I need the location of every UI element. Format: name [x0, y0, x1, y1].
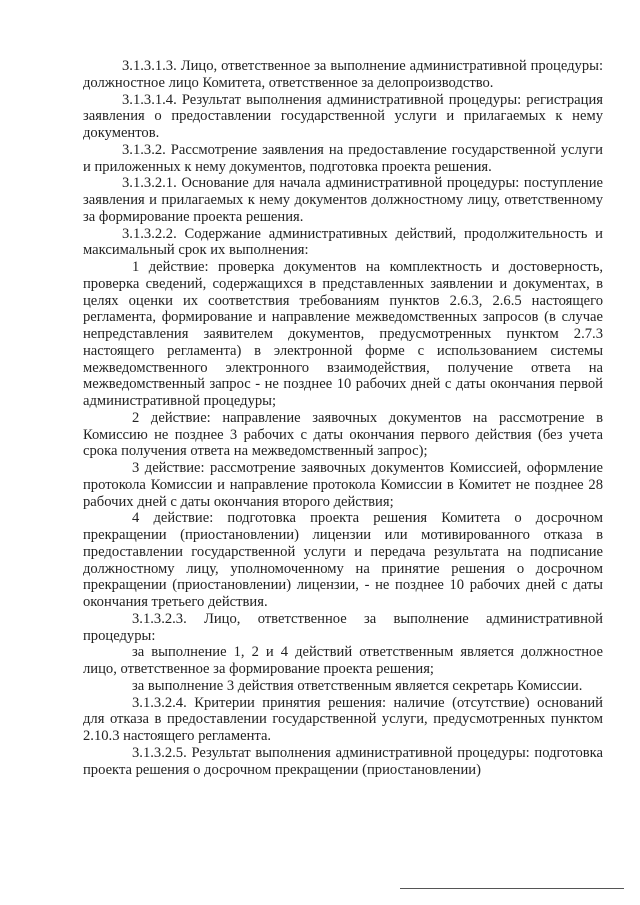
paragraph-3-1-3-1-3: 3.1.3.1.3. Лицо, ответственное за выполнение административной процедуры: должностное лицо Комитета, ответственное за делопроизводство. [83, 58, 603, 91]
paragraph-3-1-3-2-1: 3.1.3.2.1. Основание для начала административной процедуры: поступление заявления и прилагаемых к нему документов должностному лицу, ответственному за формирование проекта решения. [83, 175, 603, 225]
paragraph-3-1-3-2: 3.1.3.2. Рассмотрение заявления на предоставление государственной услуги и приложенных к нему документов, подготовка проекта решения. [83, 141, 603, 175]
document-body [83, 58, 603, 778]
paragraph-action-4: 4 действие: подготовка проекта решения Комитета о досрочном прекращении (приостановлении) лицензии или мотивированного отказа в предоставлении государственной услуги и передача результата на подписание должностному лицу, уполномоченному на принятие решения о досрочном прекращении (приостановлении) лицензии, - не позднее 10 рабочих дней с даты окончания третьего действия. [83, 510, 603, 610]
paragraph-3-1-3-2-5: 3.1.3.2.5. Результат выполнения административной процедуры: подготовка проекта решения о досрочном прекращении (приостановлении) [83, 744, 603, 778]
paragraph-responsible-actions-1-2-4: за выполнение 1, 2 и 4 действий ответственным является должностное лицо, ответственное за формирование проекта решения; [83, 644, 603, 677]
paragraph-action-1: 1 действие: проверка документов на комплектность и достоверность, проверка сведений, содержащихся в представленных заявлении и документах, в целях оценки их соответствия требованиям пунктов 2.6.3, 2.6.5 настоящего регламента, формирование и направление межведомственных запросов (в случае непредставления заявителем документов, предусмотренных пунктом 2.7.3 настоящего регламента) в электронной форме с использованием системы межведомственного электронного взаимодействия, получение ответа на межведомственный запрос - не позднее 10 рабочих дней с даты окончания первой административной процедуры; [83, 259, 603, 409]
paragraph-3-1-3-2-3: 3.1.3.2.3. Лицо, ответственное за выполнение административной процедуры: [83, 610, 603, 644]
paragraph-action-3: 3 действие: рассмотрение заявочных документов Комиссией, оформление протокола Комиссии и направление протокола Комиссии в Комитет не позднее 28 рабочих дней с даты окончания второго действия; [83, 460, 603, 510]
paragraph-3-1-3-2-2: 3.1.3.2.2. Содержание административных действий, продолжительность и максимальный срок их выполнения: [83, 225, 603, 259]
paragraph-responsible-action-3: за выполнение 3 действия ответственным является секретарь Комиссии. [132, 677, 583, 694]
footer-divider [400, 888, 624, 889]
paragraph-action-2: 2 действие: направление заявочных документов на рассмотрение в Комиссию не позднее 3 рабочих с даты окончания первого действия (без учета срока получения ответа на межведомственный запрос); [83, 409, 603, 460]
paragraph-3-1-3-2-4: 3.1.3.2.4. Критерии принятия решения: наличие (отсутствие) оснований для отказа в предоставлении государственной услуги, предусмотренных пунктом 2.10.3 настоящего регламента. [83, 694, 603, 744]
paragraph-3-1-3-1-4: 3.1.3.1.4. Результат выполнения административной процедуры: регистрация заявления о предоставлении государственной услуги и прилагаемых к нему документов. [83, 91, 603, 141]
